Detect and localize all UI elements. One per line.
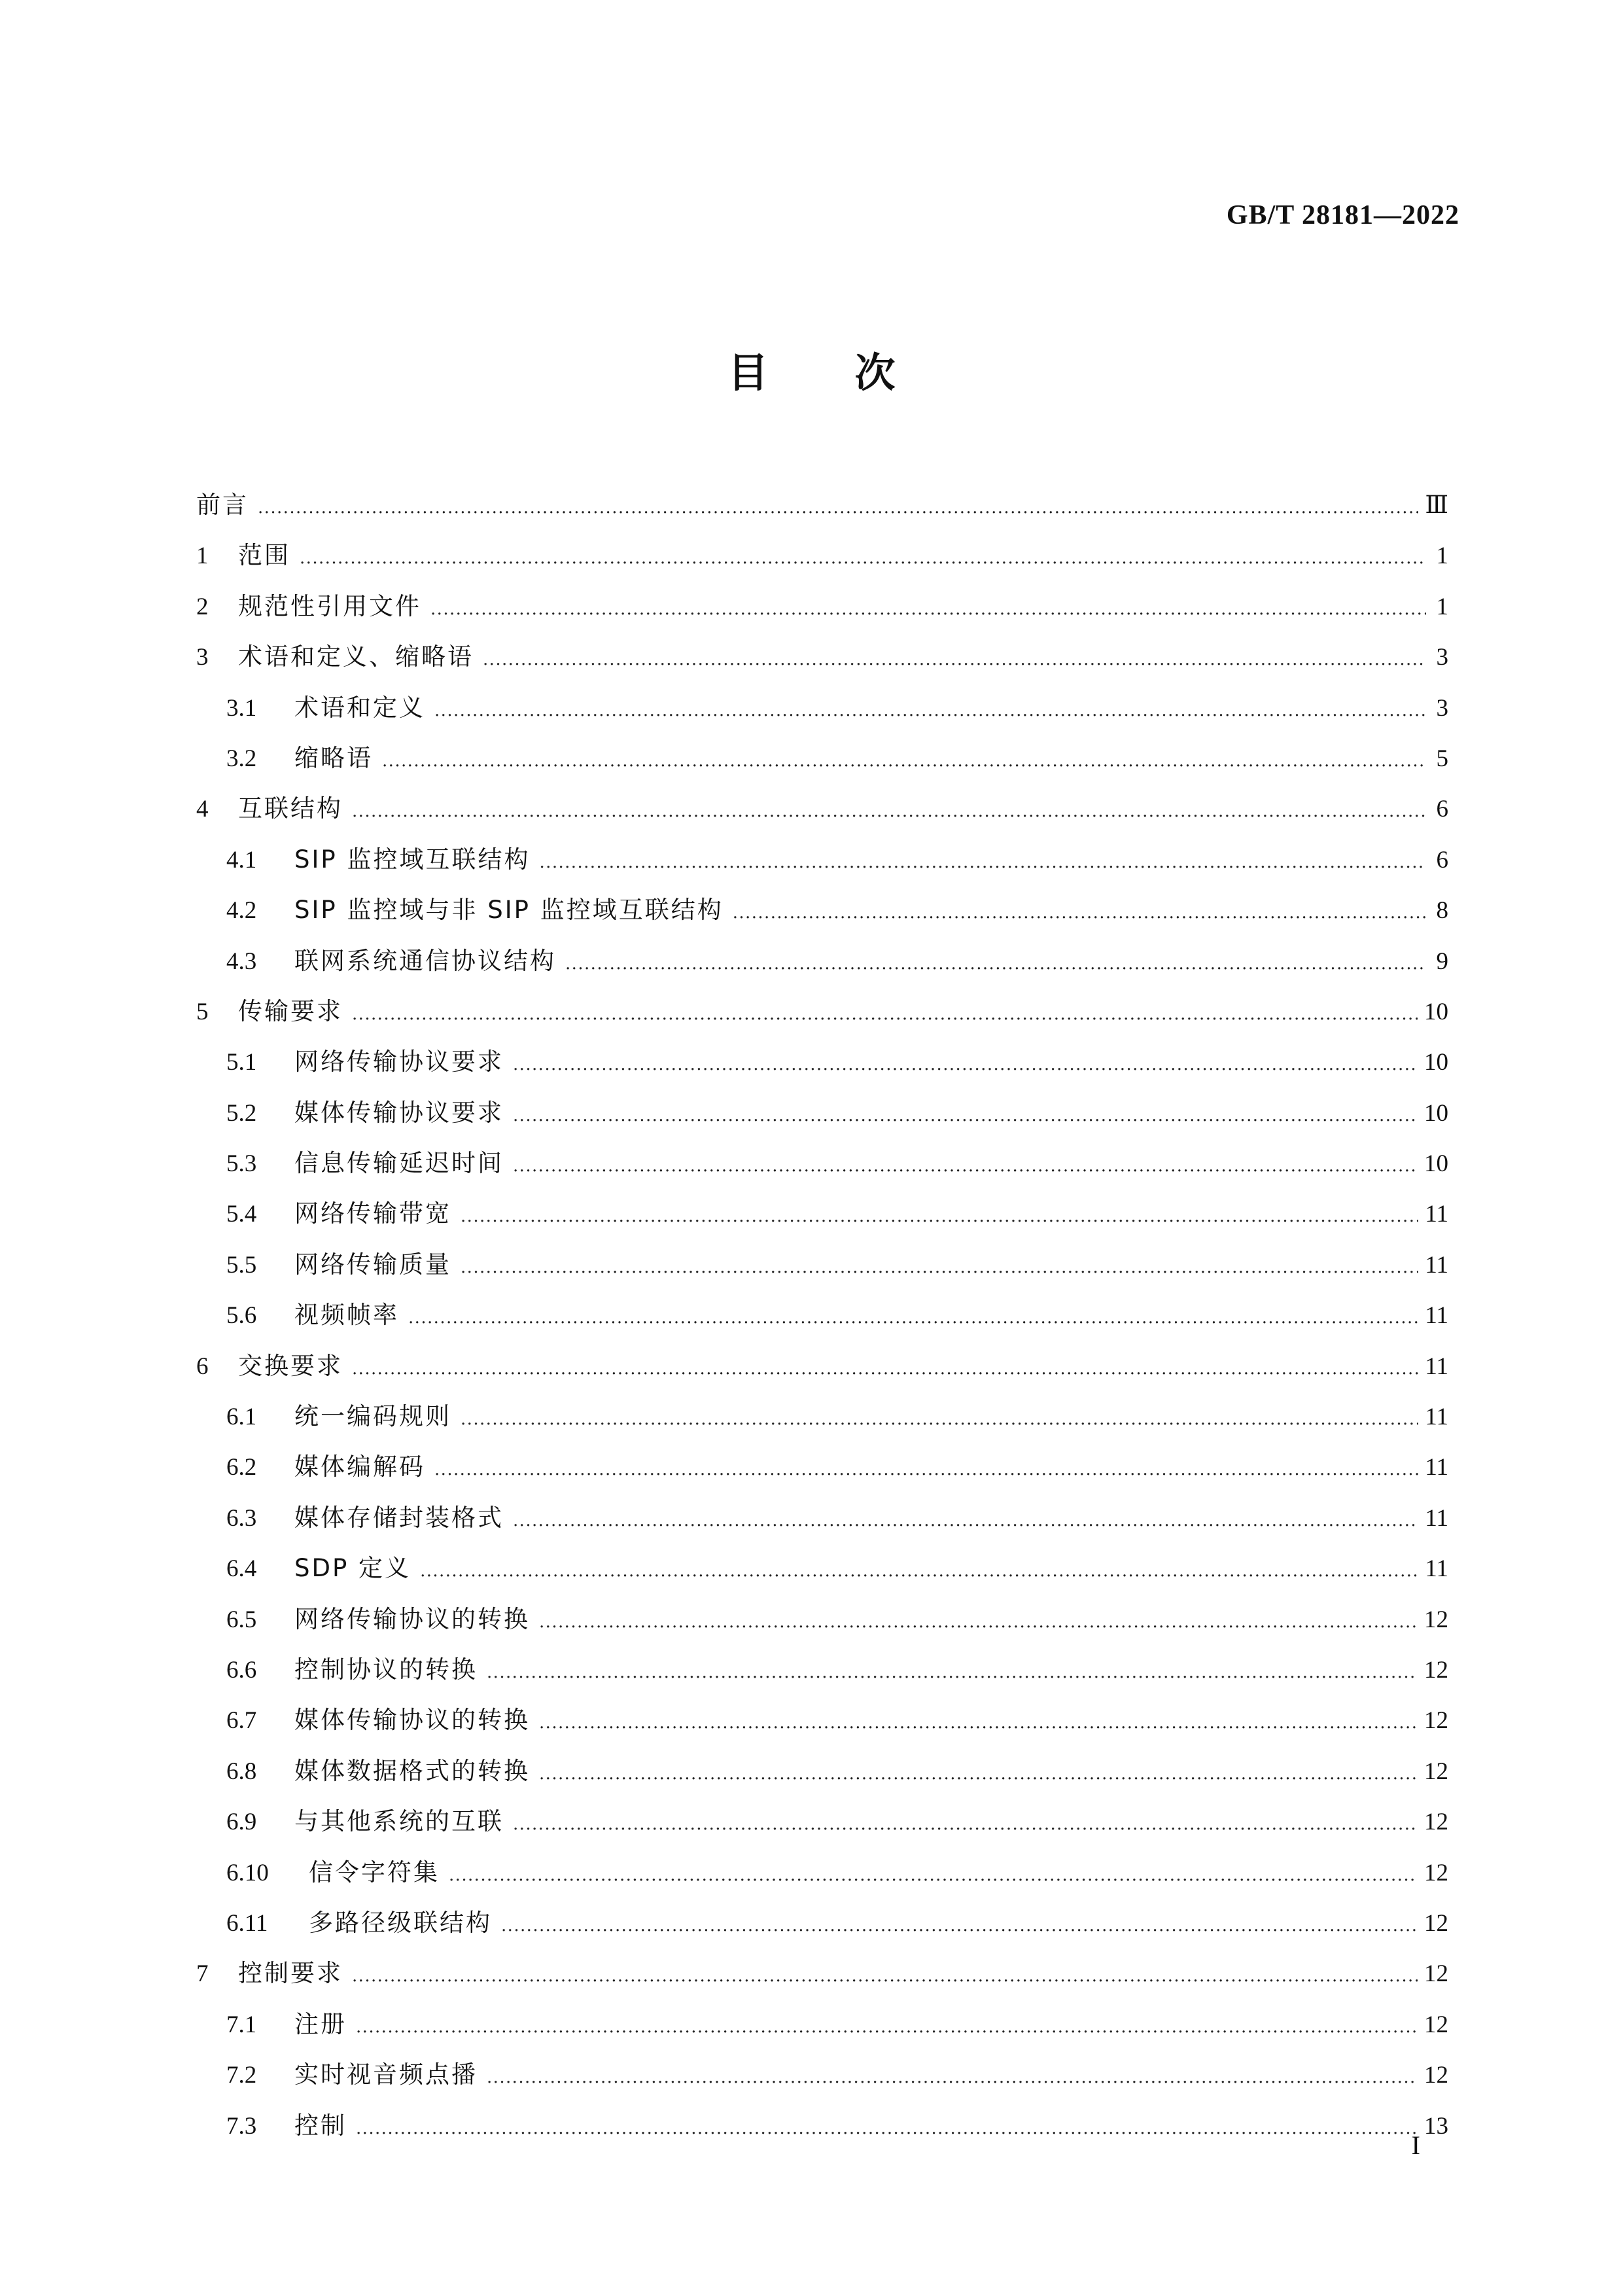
toc-entry[interactable] (196, 1746, 1448, 1796)
toc-entry-number: 4 (196, 796, 209, 823)
toc-entry-label: 信令字符集 (309, 1858, 440, 1886)
toc-entry-page: 3 (1436, 644, 1448, 671)
toc-entry-label: 网络传输质量 (294, 1250, 451, 1279)
toc-entry-number: 2 (196, 593, 209, 620)
toc-heading (0, 340, 1623, 398)
dot-leader (449, 1850, 1418, 1901)
toc-entry[interactable] (196, 1239, 1448, 1290)
toc-entry-page: 10 (1424, 1150, 1448, 1178)
toc-entry[interactable] (196, 1290, 1448, 1340)
toc-entry-label: SIP 监控域与非 SIP 监控域互联结构 (294, 896, 724, 925)
toc-entry-page: 9 (1436, 947, 1448, 975)
toc-entry-page: 12 (1424, 2062, 1448, 2089)
toc-entry-page: 3 (1436, 694, 1448, 722)
toc-entry-label: 网络传输协议的转换 (294, 1604, 530, 1633)
toc-entry-page: 12 (1424, 1656, 1448, 1684)
toc-entry-label: 控制要求 (238, 1959, 343, 1988)
toc-entry-number: 6.11 (226, 1909, 268, 1937)
toc-entry-number: 4.3 (226, 947, 257, 975)
toc-entry-number: 7.2 (226, 2062, 257, 2089)
toc-entry-number: 5.3 (226, 1150, 257, 1178)
toc-entry-page: 11 (1425, 1352, 1448, 1380)
toc-entry[interactable] (196, 936, 1448, 986)
toc-entry-label: 网络传输带宽 (294, 1199, 451, 1228)
toc-entry-label: 范围 (238, 541, 290, 570)
dot-leader (356, 2104, 1418, 2154)
dot-leader (565, 939, 1426, 989)
toc-entry-number: 6.3 (226, 1504, 257, 1532)
toc-entry-page: 5 (1436, 745, 1448, 772)
toc-entry-page: 12 (1424, 1960, 1448, 1988)
toc-entry-number: 5.4 (226, 1201, 257, 1228)
toc-entry-number: 4.2 (226, 897, 257, 925)
toc-heading-char-1: 目 (727, 349, 769, 397)
toc-entry-page: 10 (1424, 998, 1448, 1025)
toc-entry-label: 统一编码规则 (294, 1402, 451, 1431)
toc-entry-number: 4.1 (226, 846, 257, 874)
toc-entry-page: 10 (1424, 1049, 1448, 1076)
toc-entry-page: 11 (1425, 1201, 1448, 1228)
toc-entry-page: 12 (1424, 1909, 1448, 1937)
toc-entry-number: 6.10 (226, 1859, 269, 1886)
toc-entry[interactable] (196, 1036, 1448, 1087)
toc-entry-page: 11 (1425, 1555, 1448, 1583)
toc-entry[interactable] (196, 733, 1448, 783)
dot-leader (461, 1394, 1418, 1445)
dot-leader (539, 1749, 1418, 1799)
toc-entry-label: 媒体编解码 (294, 1453, 425, 1481)
toc-entry-label: 术语和定义、缩略语 (238, 643, 474, 671)
toc-entry-page: 6 (1436, 796, 1448, 823)
toc-entry-label: 前言 (196, 491, 249, 519)
toc-entry[interactable] (196, 1188, 1448, 1239)
toc-entry-label: 缩略语 (294, 743, 373, 772)
toc-entry-number: 5.5 (226, 1251, 257, 1279)
toc-entry-page: 1 (1436, 593, 1448, 620)
table-of-contents (196, 480, 1448, 2151)
toc-entry-label: 实时视音频点播 (294, 2060, 478, 2089)
toc-entry-number: 6 (196, 1352, 209, 1380)
toc-entry-page: 11 (1425, 1454, 1448, 1481)
toc-entry-label: 联网系统通信协议结构 (294, 946, 556, 975)
page-number: I (1411, 2130, 1420, 2160)
toc-entry[interactable] (196, 1441, 1448, 1492)
toc-entry-label: 控制协议的转换 (294, 1655, 478, 1684)
toc-entry[interactable] (196, 1999, 1448, 2049)
dot-leader (483, 635, 1426, 685)
dot-leader (733, 888, 1426, 938)
toc-entry-page: 12 (1424, 1757, 1448, 1785)
document-code: GB/T 28181—2022 (1226, 200, 1459, 230)
toc-entry-label: 控制 (294, 2111, 347, 2140)
dot-leader (382, 736, 1426, 786)
dot-leader (487, 1648, 1418, 1698)
toc-entry-label: 交换要求 (238, 1351, 343, 1380)
toc-entry[interactable] (196, 2100, 1448, 2151)
toc-entry-page: 12 (1424, 1707, 1448, 1735)
toc-entry-label: 互联结构 (238, 794, 343, 823)
toc-entry-number: 5.2 (226, 1099, 257, 1127)
toc-entry-page: 11 (1425, 1251, 1448, 1279)
toc-entry[interactable] (196, 1847, 1448, 1898)
toc-entry-number: 6.1 (226, 1404, 257, 1431)
toc-entry-label: 多路径级联结构 (309, 1908, 492, 1937)
dot-leader (513, 1496, 1418, 1546)
toc-entry[interactable] (196, 1138, 1448, 1188)
toc-entry-page: Ⅲ (1425, 492, 1448, 519)
toc-entry[interactable] (196, 1543, 1448, 1593)
toc-entry-number: 6.7 (226, 1707, 257, 1735)
toc-entry-number: 3.1 (226, 694, 257, 722)
toc-entry-label: 媒体数据格式的转换 (294, 1756, 530, 1785)
toc-entry-number: 6.2 (226, 1454, 257, 1481)
toc-entry-label: 规范性引用文件 (238, 592, 421, 620)
toc-entry-number: 6.4 (226, 1555, 257, 1583)
toc-entry-number: 5.1 (226, 1049, 257, 1076)
toc-entry[interactable] (196, 885, 1448, 935)
toc-entry-page: 10 (1424, 1099, 1448, 1127)
toc-entry[interactable] (196, 1341, 1448, 1391)
toc-entry-number: 5.6 (226, 1302, 257, 1330)
toc-entry-number: 3 (196, 644, 209, 671)
toc-entry-page: 8 (1436, 897, 1448, 925)
toc-entry-label: 注册 (294, 2009, 347, 2038)
dot-leader (539, 1698, 1418, 1748)
toc-entry-label: 媒体存储封装格式 (294, 1503, 504, 1532)
toc-entry-label: 网络传输协议要求 (294, 1048, 504, 1076)
toc-entry-page: 12 (1424, 1809, 1448, 1836)
toc-entry-label: SIP 监控域互联结构 (294, 845, 531, 874)
toc-entry-page: 12 (1424, 1606, 1448, 1633)
toc-entry[interactable] (196, 682, 1448, 733)
dot-leader (434, 686, 1426, 736)
dot-leader (461, 1192, 1418, 1242)
dot-leader (356, 2002, 1418, 2053)
dot-leader (352, 786, 1426, 837)
toc-entry-label: 信息传输延迟时间 (294, 1149, 504, 1178)
toc-entry[interactable] (196, 581, 1448, 631)
toc-entry[interactable] (196, 1796, 1448, 1846)
dot-leader (352, 989, 1418, 1040)
dot-leader (513, 1091, 1418, 1141)
toc-entry[interactable] (196, 986, 1448, 1036)
dot-leader (513, 1799, 1418, 1850)
toc-entry-label: 术语和定义 (294, 693, 425, 722)
toc-entry[interactable] (196, 631, 1448, 682)
dot-leader (461, 1243, 1418, 1293)
toc-entry[interactable] (196, 1695, 1448, 1745)
toc-entry[interactable] (196, 1948, 1448, 1998)
toc-entry-page: 12 (1424, 1859, 1448, 1886)
toc-entry-number: 6.6 (226, 1656, 257, 1684)
toc-entry-label: 媒体传输协议要求 (294, 1098, 504, 1127)
dot-leader (487, 2053, 1418, 2103)
toc-entry[interactable] (196, 530, 1448, 580)
toc-entry-number: 6.5 (226, 1606, 257, 1633)
toc-entry-number: 7 (196, 1960, 209, 1988)
toc-entry[interactable] (196, 1492, 1448, 1543)
toc-entry-page: 12 (1424, 2011, 1448, 2038)
dot-leader (430, 584, 1426, 635)
toc-entry-number: 5 (196, 998, 209, 1025)
toc-entry-page: 1 (1436, 542, 1448, 570)
toc-entry[interactable] (196, 1391, 1448, 1441)
toc-entry-number: 3.2 (226, 745, 257, 772)
toc-entry-number: 7.1 (226, 2011, 257, 2038)
dot-leader (539, 1597, 1418, 1648)
dot-leader (352, 1951, 1418, 2002)
toc-entry-page: 6 (1436, 846, 1448, 874)
dot-leader (501, 1901, 1418, 1951)
toc-entry[interactable] (196, 1898, 1448, 1948)
toc-entry[interactable] (196, 480, 1448, 530)
toc-entry-page: 13 (1424, 2112, 1448, 2140)
dot-leader (513, 1141, 1418, 1192)
toc-entry-number: 1 (196, 542, 209, 570)
toc-entry-page: 11 (1425, 1504, 1448, 1532)
toc-entry[interactable] (196, 1594, 1448, 1644)
toc-entry-page: 11 (1425, 1302, 1448, 1330)
dot-leader (408, 1293, 1418, 1343)
toc-entry[interactable] (196, 1087, 1448, 1138)
dot-leader (434, 1445, 1418, 1495)
toc-entry-label: 视频帧率 (294, 1301, 399, 1330)
toc-entry-label: 传输要求 (238, 997, 343, 1025)
dot-leader (352, 1344, 1418, 1394)
toc-entry-number: 6.9 (226, 1809, 257, 1836)
toc-entry[interactable] (196, 783, 1448, 834)
toc-entry-number: 6.8 (226, 1757, 257, 1785)
toc-entry-label: SDP 定义 (294, 1554, 411, 1583)
toc-entry-label: 与其他系统的互联 (294, 1807, 504, 1836)
toc-entry-label: 媒体传输协议的转换 (294, 1706, 530, 1735)
dot-leader (420, 1546, 1418, 1597)
toc-entry[interactable] (196, 834, 1448, 885)
dot-leader (513, 1040, 1418, 1090)
toc-entry[interactable] (196, 2049, 1448, 2100)
dot-leader (300, 533, 1426, 584)
toc-entry[interactable] (196, 1644, 1448, 1695)
toc-entry-number: 7.3 (226, 2112, 257, 2140)
dot-leader (539, 838, 1426, 888)
dot-leader (258, 483, 1418, 533)
toc-heading-char-2: 次 (854, 349, 896, 397)
toc-entry-page: 11 (1425, 1404, 1448, 1431)
